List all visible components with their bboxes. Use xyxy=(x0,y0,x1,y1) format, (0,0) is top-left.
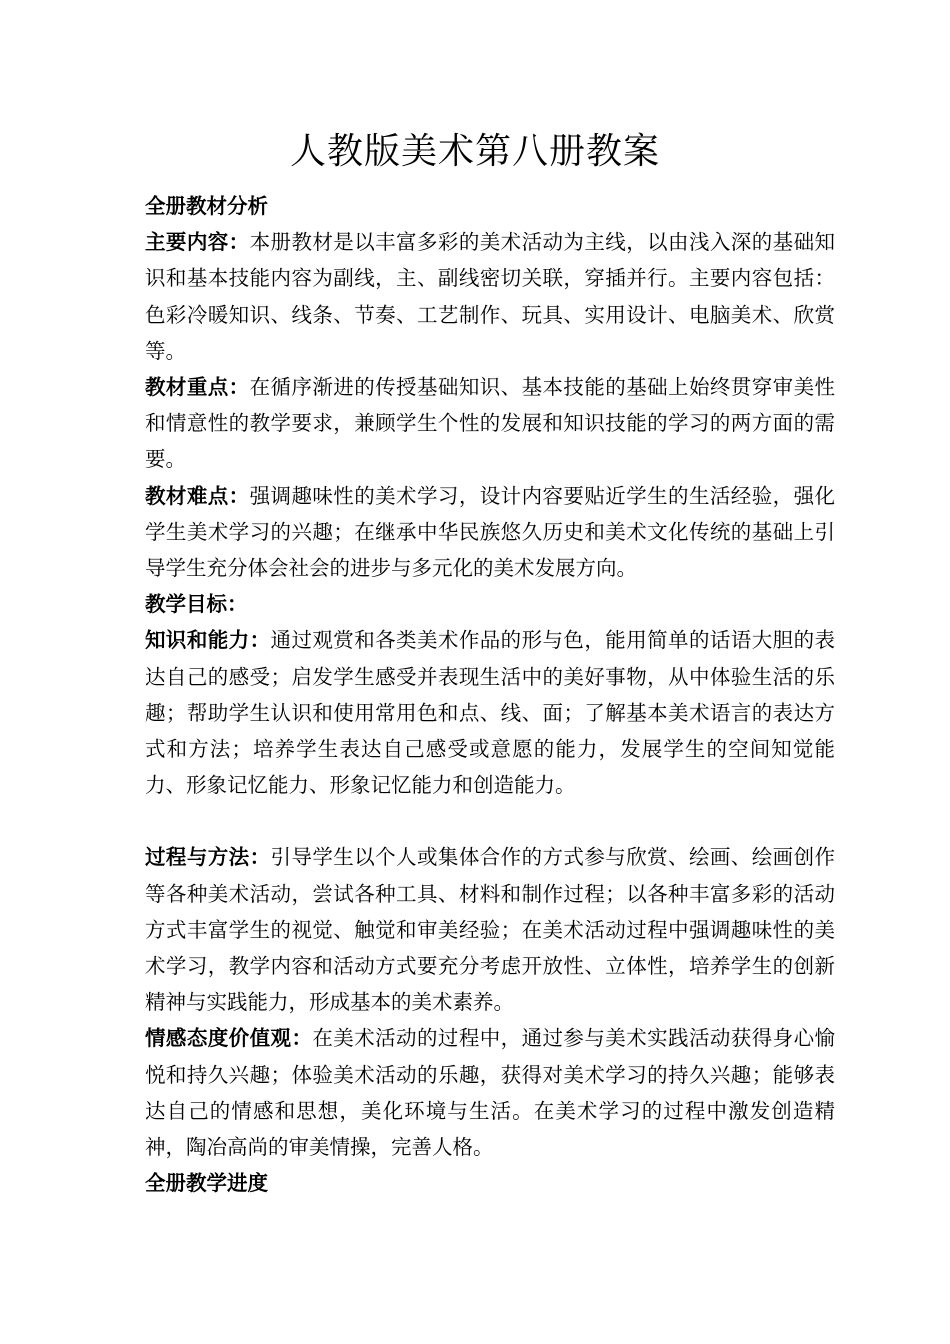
main-content-paragraph xyxy=(145,224,835,369)
page-title: 人教版美术第八册教案 xyxy=(289,131,660,172)
difficulties-text: 强调趣味性的美术学习，设计内容要贴近学生的生活经验，强化学生美术学习的兴趣；在继承中华民族悠久历史和美术文化传统的基础上引导学生充分体会社会的进步与多元化的美术发展方向。 xyxy=(145,483,835,581)
process-label: 过程与方法： xyxy=(145,845,271,870)
main-content-label: 主要内容： xyxy=(145,230,250,255)
document-page xyxy=(145,0,835,1201)
blank-line xyxy=(145,803,835,839)
attitude-paragraph xyxy=(145,1020,835,1165)
difficulties-paragraph xyxy=(145,478,835,587)
attitude-text: 在美术活动的过程中，通过参与美术实践活动获得身心愉悦和持久兴趣；体验美术活动的乐趣，获得对美术学习的持久兴趣；能够表达自己的情感和思想，美化环境与生活。在美术学习的过程中激发创造精神，陶冶高尚的审美情操，完善人格。 xyxy=(145,1026,835,1160)
knowledge-text: 通过观赏和各类美术作品的形与色，能用简单的话语大胆的表达自己的感受；启发学生感受并表现生活中的美好事物，从中体验生活的乐趣；帮助学生认识和使用常用色和点、线、面；了解基本美术语言的表达方式和方法；培养学生表达自己感受或意愿的能力，发展学生的空间知觉能力、形象记忆能力、形象记忆能力和创造能力。 xyxy=(145,628,835,798)
key-points-text: 在循序渐进的传授基础知识、基本技能的基础上始终贯穿审美性和情意性的教学要求，兼顾学生个性的发展和知识技能的学习的两方面的需要。 xyxy=(145,375,835,472)
knowledge-paragraph xyxy=(145,622,835,803)
analysis-heading: 全册教材分析 xyxy=(145,194,268,218)
document-body xyxy=(145,188,835,1201)
key-points-label: 教材重点： xyxy=(145,375,250,400)
progress-heading: 全册教学进度 xyxy=(145,1171,268,1196)
difficulties-label: 教材难点： xyxy=(145,483,250,508)
knowledge-label: 知识和能力： xyxy=(145,628,271,653)
process-paragraph xyxy=(145,839,835,1020)
process-text: 引导学生以个人或集体合作的方式参与欣赏、绘画、绘画创作等各种美术活动，尝试各种工具、材料和制作过程；以各种丰富多彩的活动方式丰富学生的视觉、触觉和审美经验；在美术活动过程中强调趣味性的美术学习，教学内容和活动方式要充分考虑开放性、立体性，培养学生的创新精神与实践能力，形成基本的美术素养。 xyxy=(145,845,835,1015)
main-content-text: 本册教材是以丰富多彩的美术活动为主线，以由浅入深的基础知识和基本技能内容为副线，主、副线密切关联，穿插并行。主要内容包括：色彩冷暖知识、线条、节奏、工艺制作、玩具、实用设计、电脑美术、欣赏等。 xyxy=(145,230,835,363)
key-points-paragraph xyxy=(145,369,835,478)
attitude-label: 情感态度价值观： xyxy=(145,1026,313,1051)
goals-heading: 教学目标： xyxy=(145,592,248,617)
